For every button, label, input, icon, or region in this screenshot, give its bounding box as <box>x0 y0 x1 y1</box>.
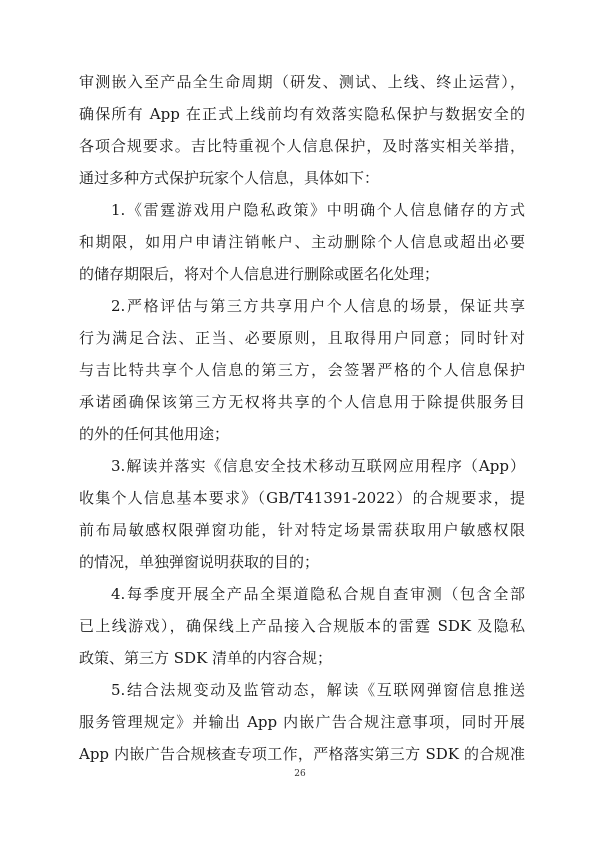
text-line: 的情况，单独弹窗说明获取的目的； <box>79 553 320 571</box>
page-number: 26 <box>294 769 306 779</box>
text-line: 和期限，如用户申请注销帐户、主动删除个人信息或超出必要 <box>79 233 525 251</box>
text-line: 审测嵌入至产品全生命周期（研发、测试、上线、终止运营）， <box>79 73 525 91</box>
paragraph-4-first-line: 4.每季度开展全产品全渠道隐私合规自查审测（包含全部 <box>111 585 525 603</box>
text-line: 收集个人信息基本要求》（GB/T41391-2022）的合规要求，提 <box>79 489 525 507</box>
paragraph-5-first-line: 5.结合法规变动及监管动态，解读《互联网弹窗信息推送 <box>111 681 525 699</box>
text-line: 通过多种方式保护玩家个人信息，具体如下： <box>79 169 380 187</box>
paragraph-1-first-line: 1.《雷霆游戏用户隐私政策》中明确个人信息储存的方式 <box>111 201 525 219</box>
text-line: 行为满足合法、正当、必要原则，且取得用户同意；同时针对 <box>79 329 525 347</box>
text-line: 的储存期限后，将对个人信息进行删除或匿名化处理； <box>79 265 440 283</box>
text-line: 的外的任何其他用途； <box>79 425 230 443</box>
text-line: 与吉比特共享个人信息的第三方，会签署严格的个人信息保护 <box>79 361 525 379</box>
text-line: App 内嵌广告合规核查专项工作，严格落实第三方 SDK 的合规准 <box>79 745 525 763</box>
paragraph-3-first-line: 3.解读并落实《信息安全技术移动互联网应用程序（App） <box>111 457 525 475</box>
paragraph-2-first-line: 2.严格评估与第三方共享用户个人信息的场景，保证共享 <box>111 297 525 315</box>
text-line: 各项合规要求。吉比特重视个人信息保护，及时落实相关举措， <box>79 137 525 155</box>
text-line: 确保所有 App 在正式上线前均有效落实隐私保护与数据安全的 <box>79 105 525 123</box>
text-line: 政策、第三方 SDK 清单的内容合规； <box>79 649 333 667</box>
text-line: 已上线游戏），确保线上产品接入合规版本的雷霆 SDK 及隐私 <box>79 617 525 635</box>
text-line: 承诺函确保该第三方无权将共享的个人信息用于除提供服务目 <box>79 393 525 411</box>
text-line: 服务管理规定》并输出 App 内嵌广告合规注意事项，同时开展 <box>79 713 525 731</box>
text-line: 前布局敏感权限弹窗功能，针对特定场景需获取用户敏感权限 <box>79 521 525 539</box>
